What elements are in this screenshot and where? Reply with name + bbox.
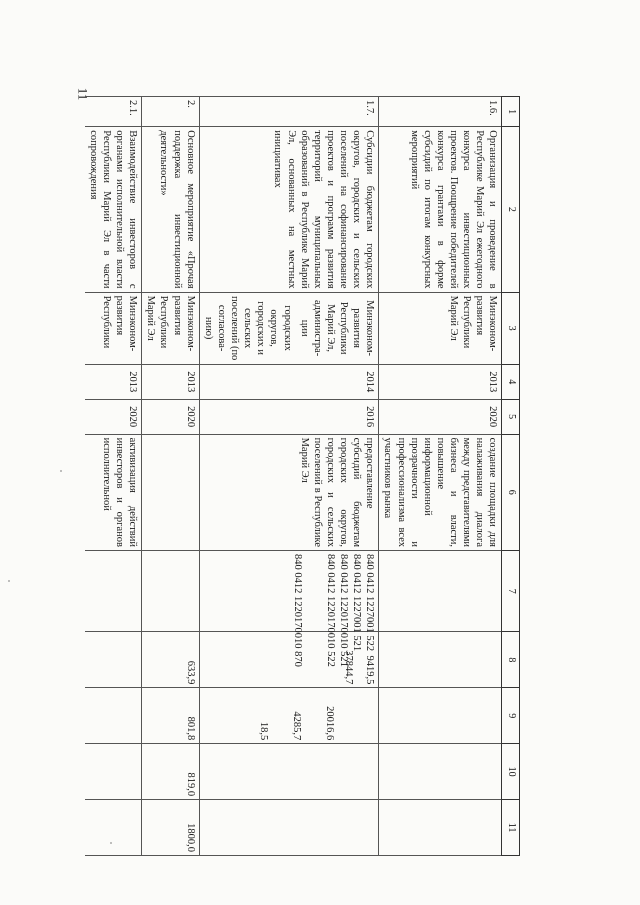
table-header-row [502,97,520,856]
budget-code: 840 0412 1220170010 521 [338,553,350,667]
row-number: 1.6. [379,97,502,127]
header-cell: 11 [502,800,520,856]
header-cell: 6 [502,434,520,550]
start-year: 2013 [379,364,502,399]
budget-code: 840 0412 1227001 522 [364,553,376,652]
amount-value: 37844,7 [343,650,355,685]
header-cell: 10 [502,744,520,800]
amount-col-10 [379,744,502,800]
row-number: 1.7. [199,97,379,127]
row-number: 2.1. [85,97,142,127]
spacer [304,554,324,628]
header-cell: 3 [502,292,520,364]
amount-col-8 [85,632,142,688]
amount-col-8 [379,632,502,688]
expected-result: предоставление субсидий бюджетам городских округов, городских и сельских поселений в Республике Марий Эл [199,434,379,550]
header-cell: 5 [502,399,520,434]
spacer [356,691,376,740]
budget-code: 840 0412 1220170010 870 [291,553,303,667]
spacer [270,691,290,740]
expected-result [142,434,200,550]
end-year: 2020 [142,399,200,434]
table-row [142,97,200,856]
measure-name: Взаимодействие инвесторов с органами исполнительной власти Республики Марий Эл в части сопровождения [85,127,142,292]
rotated-document-page [87,96,520,856]
scan-speck [60,470,62,472]
amount-value: 9419,5 [364,655,376,685]
amount-col-9 [199,688,379,744]
header-cell: 8 [502,632,520,688]
amount-value: 20016,6 [324,706,336,741]
amount-col-10: 819,0 [142,744,200,800]
executor [199,292,379,364]
executor-line: Минэконом-развития Республики Марий Эл, администра-ции [298,300,376,357]
amount-col-9: 801,8 [142,688,200,744]
start-year: 2014 [199,364,379,399]
end-year: 2020 [379,399,502,434]
end-year: 2020 [85,399,142,434]
amount-col-9 [379,688,502,744]
amount-col-11 [199,800,379,856]
budget-code [142,550,200,631]
budget-code-list [199,550,379,667]
measure-name: Организация и проведение в Республике Марий Эл ежегодного конкурса инвестиционных проектов. Поощрение победителей конкурса грантами в форме субсидий по итогам конкурсных мероприятий [379,127,502,292]
table-row [379,97,502,856]
row-number: 2. [142,97,200,127]
start-year: 2013 [85,364,142,399]
amount-col-10 [199,744,379,800]
amount-col-10 [85,744,142,800]
start-year: 2013 [142,364,200,399]
header-cell: 4 [502,364,520,399]
budget-code [85,550,142,631]
amount-col-11: 1800,0 [142,800,200,856]
expected-result: активизация действий инвесторов и органов исполнительной [85,434,142,550]
header-cell: 7 [502,550,520,631]
executor: Минэконом-развития Республики Марий Эл [142,292,200,364]
spacer [303,691,323,740]
table-row [85,97,142,856]
end-year: 2016 [199,399,379,434]
executor-line: городских округов, городских и сельских поселений (по согласова-нию) [202,295,293,361]
measure-name: Субсидии бюджетам городских округов, городских и сельских поселений на софинансирование проектов и программ развития территорий муниципальных образований в Республике Марий Эл, основанных на местных инициативах [199,127,379,292]
measure-name: Основное мероприятие «Прочая поддержка инвестиционной деятельности» [142,127,200,292]
program-measures-table [85,96,520,856]
header-cell: 2 [502,127,520,292]
executor: Минэконом-развития Республики [85,292,142,364]
budget-code [379,550,502,631]
amount-col-8: 633,9 [142,632,200,688]
amount-value: 4285,7 [291,711,303,741]
amount-col-9 [85,688,142,744]
amount-value: 18,5 [258,721,270,741]
amount-col-11 [85,800,142,856]
header-cell: 1 [502,97,520,127]
scan-speck [8,580,10,582]
executor: Минэконом-развития Республики Марий Эл [379,292,502,364]
spacer [336,691,356,740]
header-cell: 9 [502,688,520,744]
expected-result: создание площадки для налаживания диалога между представителями бизнеса и власти, повышение информационной прозрачности и профессионализма всех участников рынка [379,434,502,550]
amount-col-11 [379,800,502,856]
page-number: 11 [75,87,91,101]
budget-code: 840 0412 1227001 521 [351,553,363,652]
budget-code: 840 0412 1220170010 522 [325,553,336,667]
table-row [199,97,379,856]
